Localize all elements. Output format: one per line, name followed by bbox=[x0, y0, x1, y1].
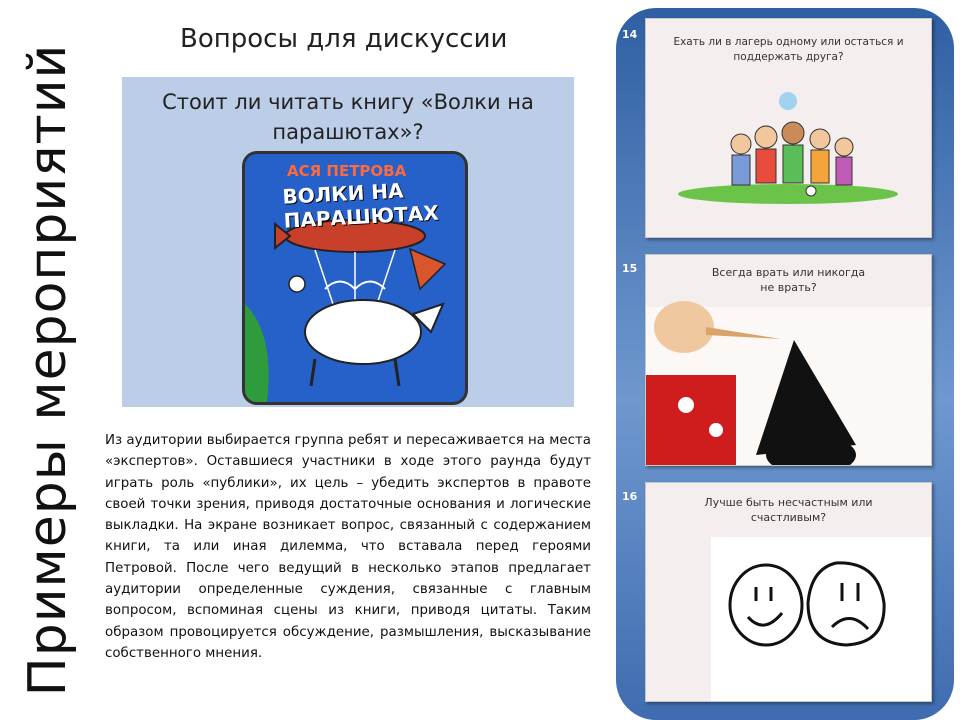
slide-thumbnail-14[interactable] bbox=[645, 18, 932, 238]
slide-question-16: Лучше быть несчастным или счастливым? bbox=[704, 496, 873, 524]
book-author: АСЯ ПЕТРОВА bbox=[287, 162, 407, 180]
slide-preview-panel bbox=[608, 0, 960, 720]
pinocchio-illustration bbox=[646, 255, 931, 465]
book-title: ВОЛКИ НА ПАРАШЮТАХ bbox=[281, 178, 440, 233]
page-heading: Вопросы для дискуссии bbox=[180, 24, 508, 54]
side-title bbox=[0, 0, 90, 720]
slide-question-14: Ехать ли в лагерь одному или остаться и поддержать друга? bbox=[673, 36, 904, 63]
slide-number-16: 16 bbox=[622, 490, 638, 503]
children-illustration bbox=[646, 19, 931, 237]
slide-thumbnail-15[interactable] bbox=[645, 254, 932, 466]
slide-number-14: 14 bbox=[622, 28, 638, 41]
description-text: Из аудитории выбирается группа ребят и пересаживается на места «экспертов». Оставшиеся участники в ходе этого раунда будут играть роль «публики», их цель – убедить экспертов в правоте своей точки зрения, приводя достаточные основания и логические выкладки. На экране возникает вопрос, связанный с содержанием книги, та или иная дилемма, что вставала перед героями Петровой. После чего ведущий в несколько этапов предлагает аудитории определенные суждения, связанные с главным вопросом, вспоминая сцены из книги, приводя цитаты. Таким образом провоцируется обсуждение, размышления, высказывание собственного мнения. bbox=[105, 433, 591, 661]
slide-number-15: 15 bbox=[622, 262, 638, 275]
side-title-text: Примеры мероприятий bbox=[18, 43, 78, 697]
book-cover bbox=[245, 154, 465, 402]
faces-illustration bbox=[646, 483, 931, 701]
slide-thumbnail-16[interactable] bbox=[645, 482, 932, 702]
slide-question-15: Всегда врать или никогда не врать? bbox=[711, 266, 866, 294]
discussion-card bbox=[122, 77, 574, 407]
card-question: Стоит ли читать книгу «Волки на парашютах»? bbox=[162, 90, 534, 144]
